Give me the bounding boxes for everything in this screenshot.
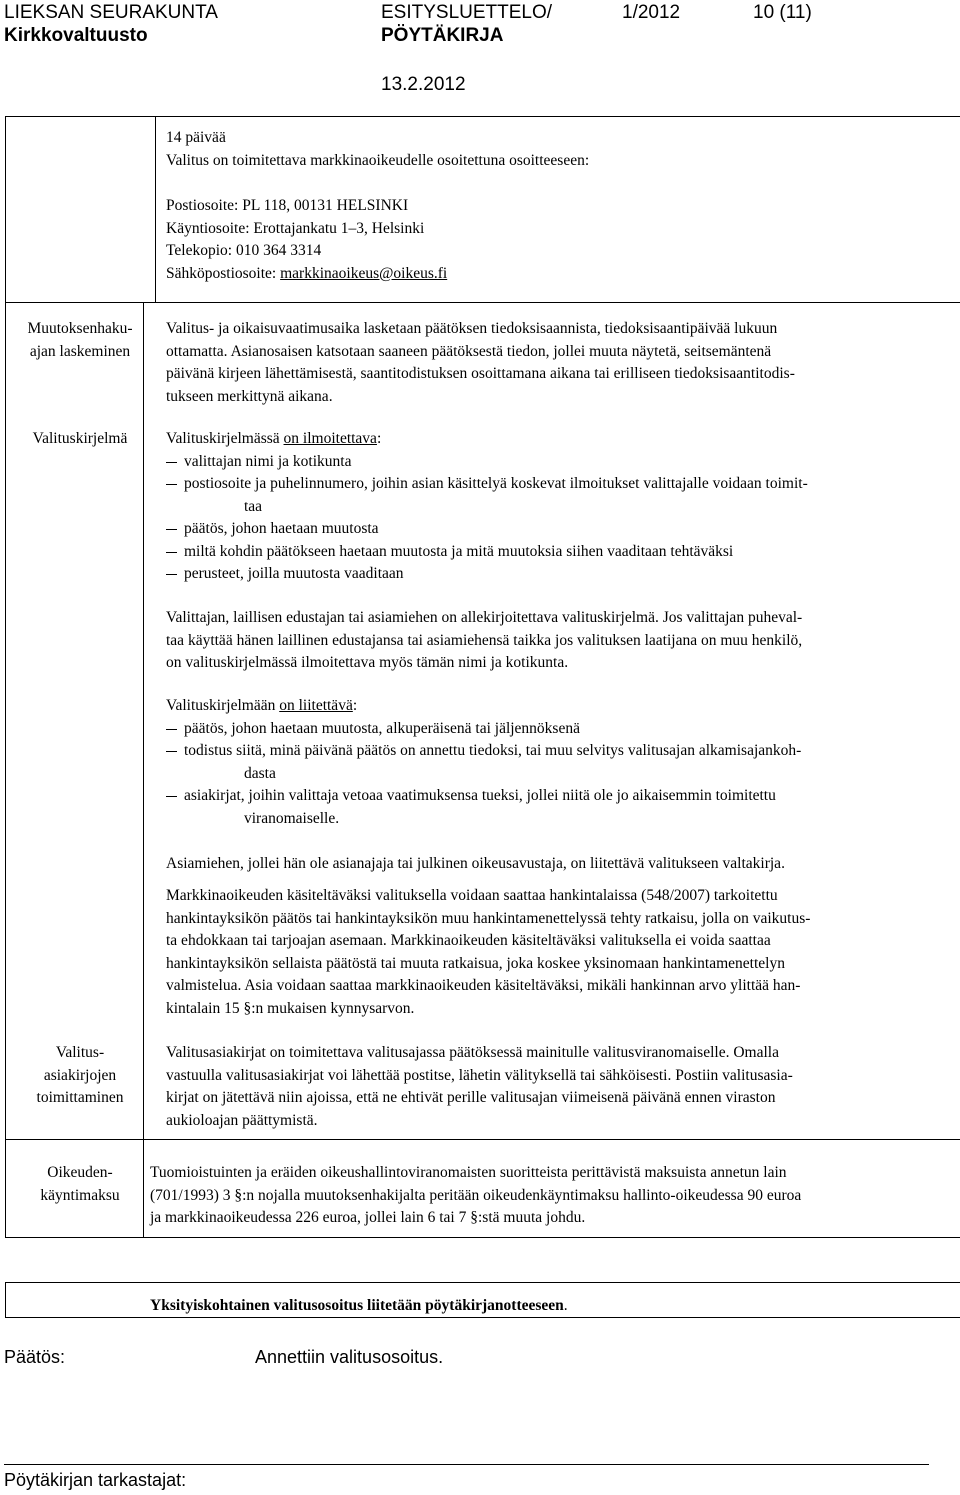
- doc-number: 1/2012: [622, 2, 681, 23]
- market-line: valmistelua. Asia voidaan saattaa markkinaoikeuden käsiteltäväksi, mikäli hankinnan arvo ylittää han-: [166, 977, 801, 994]
- postal-address: Postiosoite: PL 118, 00131 HELSINKI: [166, 197, 409, 214]
- notice-dot: .: [563, 1297, 568, 1314]
- decision-label: Päätös:: [4, 1347, 66, 1367]
- period-label-line1: Muutoksenhaku-: [27, 320, 133, 337]
- delivery-label-line2: asiakirjojen: [43, 1066, 117, 1084]
- signature-paragraph: [166, 607, 952, 675]
- delivery-line: vastuulla valitusasiakirjat voi lähettää postitse, lähetin välityksellä tai sähköisesti. Postiin valitusasia-: [166, 1066, 793, 1084]
- proxy-paragraph: Asiamiehen, jollei hän ole asianajaja tai julkinen oikeusavustaja, on liitettävä valitukseen valtakirja.: [166, 855, 785, 872]
- list-item: valittajan nimi ja kotikunta: [166, 451, 952, 474]
- list-item-text: todistus siitä, minä päivänä päätös on annettu tiedoksi, tai muu selvitys valitusajan alkamisajankoh-: [184, 742, 802, 759]
- stated-heading: [166, 428, 952, 451]
- delivery-line: Valitusasiakirjat on toimitettava valitusajassa päätöksessä mainitulle valitusviranomaiselle. Omalla: [166, 1044, 779, 1061]
- fee-line: Tuomioistuinten ja eräiden oikeushallintoviranomaisten suoritteista perittävistä maksuista annetun lain: [150, 1164, 787, 1181]
- market-line: kintalain 15 §:n mukaisen kynnysarvon.: [166, 999, 415, 1017]
- stated-underlined: on ilmoitettava: [283, 430, 377, 447]
- visiting-address: Käyntiosoite: Erottajankatu 1–3, Helsinki: [166, 219, 425, 237]
- attach-underlined: on liitettävä: [279, 697, 353, 714]
- meeting-date: 13.2.2012: [381, 74, 466, 95]
- decision-text: Annettiin valitusosoitus.: [255, 1347, 444, 1367]
- attach-suffix: :: [352, 697, 358, 714]
- attachments-block: [166, 695, 952, 830]
- doc-type-line2: PÖYTÄKIRJA: [381, 25, 504, 46]
- fee-line: (701/1993) 3 §:n nojalla muutoksenhakijalta peritään oikeudenkäyntimaksu hallinto-oikeudessa 90 euroa: [150, 1186, 802, 1204]
- period-text: [166, 318, 952, 408]
- reviewers-label: Pöytäkirjan tarkastajat:: [4, 1470, 187, 1490]
- appeal-address-block: [166, 127, 952, 285]
- signature-line: Valittajan, laillisen edustajan tai asiamiehen on allekirjoitettava valituskirjelmä. Jos valittajan puheval-: [166, 609, 803, 626]
- list-item: miltä kohdin päätökseen haetaan muutosta ja mitä muutoksia siihen vaaditaan tehtäväksi: [166, 541, 952, 564]
- signature-line: [4, 1464, 929, 1465]
- delivery-label-line1: Valitus-: [55, 1044, 105, 1061]
- market-line: Markkinaoikeuden käsiteltäväksi valituksella voidaan saattaa hankintalaissa (548/2007) tarkoitettu: [166, 887, 778, 904]
- market-line: ta ehdokkaan tai tarjoajan asemaan. Markkinaoikeuden käsiteltäväksi valituksella ei voida saattaa: [166, 932, 771, 949]
- notice-bold: Yksityiskohtainen valitusosoitus liitetään pöytäkirjanotteeseen: [150, 1297, 564, 1314]
- list-item: [166, 740, 952, 785]
- attach-heading: [166, 695, 952, 718]
- list-item: päätös, johon haetaan muutosta: [166, 518, 952, 541]
- doc-type-line1: ESITYSLUETTELO/: [381, 2, 553, 23]
- stated-prefix: Valituskirjelmässä: [166, 430, 284, 447]
- email-line: [166, 263, 952, 286]
- delivery-line: kirjat on jätettävä niin ajoissa, että ne ehtivät perille valitusajan viimeisenä päivänä ennen viraston: [166, 1089, 776, 1106]
- fax-number: Telekopio: 010 364 3314: [166, 242, 322, 259]
- fee-label: [10, 1162, 150, 1207]
- period-line: tukseen merkittynä aikana.: [166, 387, 333, 405]
- signature-line: taa käyttää hänen laillinen edustajansa tai asiamiehensä taikka jos valituksen laatijana on muu henkilö,: [166, 631, 803, 649]
- period-line: Valitus- ja oikaisuvaatimusaika lasketaan päätöksen tiedoksisaannista, tiedoksisaantipäivää lukuun: [166, 320, 778, 337]
- attach-prefix: Valituskirjelmään: [166, 697, 280, 714]
- list-item-continuation: viranomaiselle.: [244, 809, 340, 827]
- list-item-continuation: dasta: [244, 764, 276, 782]
- delivery-label: [10, 1042, 150, 1110]
- appeal-period-days: 14 päivää: [166, 129, 226, 146]
- list-item: [166, 785, 952, 830]
- fee-text: [150, 1162, 955, 1230]
- delivery-line: aukioloajan päättymistä.: [166, 1111, 318, 1129]
- email-label: Sähköpostiosoite:: [166, 264, 281, 282]
- org-name: LIEKSAN SEURAKUNTA: [4, 2, 218, 23]
- market-court-paragraph: [166, 885, 952, 1020]
- fee-line: ja markkinaoikeudessa 226 euroa, jollei lain 6 tai 7 §:stä muuta johdu.: [150, 1209, 586, 1226]
- divider: [5, 1139, 960, 1140]
- list-item: [166, 473, 952, 518]
- page-number: 10 (11): [753, 2, 812, 23]
- list-item: perusteet, joilla muutosta vaaditaan: [166, 563, 952, 586]
- letter-label: Valituskirjelmä: [32, 430, 128, 447]
- fee-label-line1: Oikeuden-: [47, 1164, 113, 1181]
- fee-label-line2: käyntimaksu: [40, 1186, 120, 1204]
- delivery-text: [166, 1042, 952, 1132]
- period-line: päivänä kirjeen lähettämisestä, saantitodistuksen osoittamana aikana tai erilliseen tiedoksisaantitodis-: [166, 365, 795, 382]
- letter-content: [166, 428, 952, 586]
- notice-text: [150, 1295, 568, 1318]
- delivery-label-line3: toimittaminen: [36, 1089, 124, 1106]
- address-intro: Valitus on toimitettava markkinaoikeudelle osoitettuna osoitteeseen:: [166, 151, 590, 169]
- email-link[interactable]: markkinaoikeus@oikeus.fi: [280, 264, 448, 282]
- divider: [155, 116, 156, 302]
- list-item-continuation: taa: [244, 497, 263, 515]
- divider: [5, 302, 960, 303]
- list-item-text: postiosoite ja puhelinnumero, joihin asian käsittelyä koskevat ilmoitukset valittajalle voidaan toimit-: [184, 475, 808, 492]
- body-name: Kirkkovaltuusto: [4, 25, 148, 46]
- stated-suffix: :: [376, 430, 382, 447]
- period-line: ottamatta. Asianosaisen katsotaan saaneen päätöksestä tiedon, jollei muuta näytetä, seitsemäntenä: [166, 342, 772, 360]
- period-label-line2: ajan laskeminen: [29, 342, 131, 360]
- list-item: päätös, johon haetaan muutosta, alkuperäisenä tai jäljennöksenä: [166, 718, 952, 741]
- market-line: hankintayksikön sellaista päätöstä tai muuta ratkaisua, joka koskee yksinomaan hankintamenettelyn: [166, 954, 785, 972]
- list-item-text: asiakirjat, joihin valittaja vetoaa vaatimuksensa tueksi, jollei niitä ole jo aikaisemmin toimitettu: [184, 787, 776, 804]
- market-line: hankintayksikön päätös tai hankintayksikön muu hankintamenettelyssä tehty ratkaisu, jolla on vaikutus-: [166, 909, 811, 927]
- signature-line: on valituskirjelmässä ilmoitettava myös tämän nimi ja kotikunta.: [166, 654, 569, 671]
- period-label: [10, 318, 150, 363]
